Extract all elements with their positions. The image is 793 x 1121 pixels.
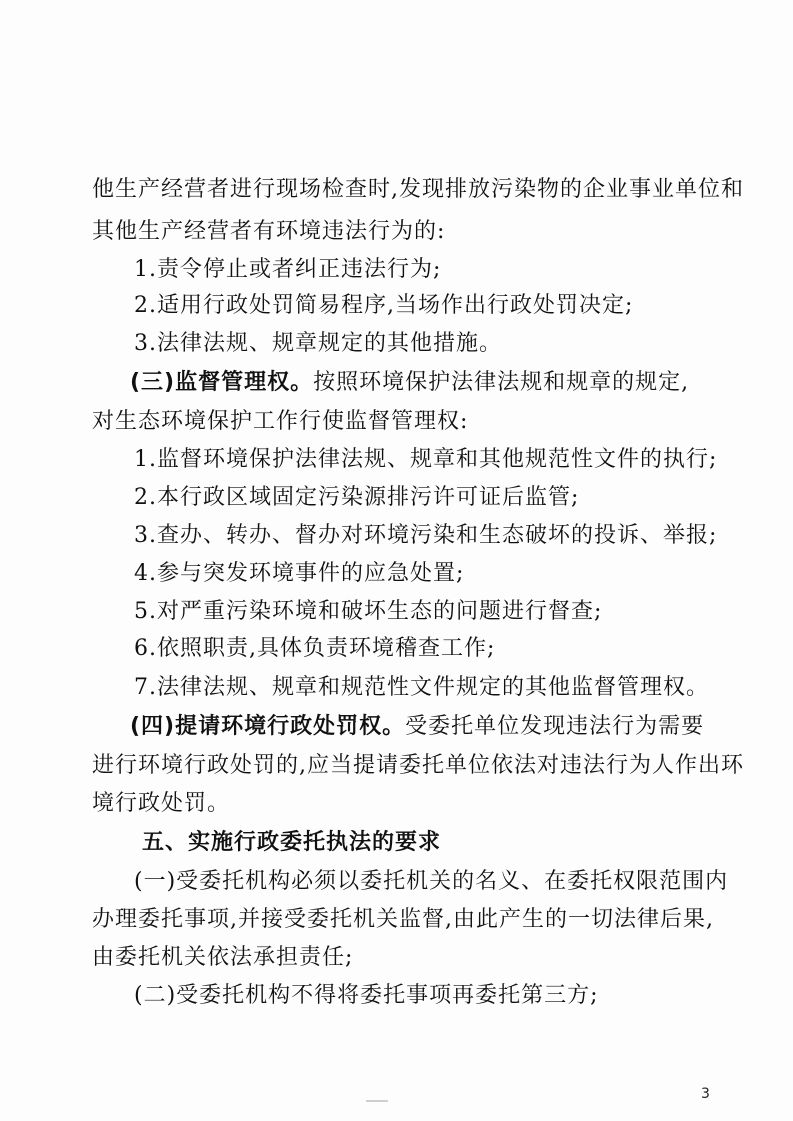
list-item: 2.本行政区域固定污染源排污许可证后监管; xyxy=(134,485,580,510)
text-line: 由委托机关依法承担责任; xyxy=(92,945,354,970)
text-line: 其他生产经营者有环境违法行为的: xyxy=(92,219,446,244)
paragraph-3-text: 按照环境保护法律法规和规章的规定, xyxy=(313,370,690,395)
page-number: 3 xyxy=(701,1086,710,1102)
scan-mark xyxy=(366,1100,388,1102)
text-line: (二)受委托机构不得将委托事项再委托第三方; xyxy=(134,983,599,1008)
list-item: 6.依照职责,具体负责环境稽查工作; xyxy=(134,636,496,661)
text-line: 对生态环境保护工作行使监督管理权: xyxy=(92,409,469,434)
paragraph-3-first-line xyxy=(130,369,689,397)
list-item: 3.查办、转办、督办对环境污染和生态破坏的投诉、举报; xyxy=(134,523,718,548)
section-heading: 五、实施行政委托执法的要求 xyxy=(142,830,442,855)
text-line: 他生产经营者进行现场检查时,发现排放污染物的企业事业单位和 xyxy=(92,177,744,202)
list-item: 5.对严重污染环境和破坏生态的问题进行督查; xyxy=(134,599,603,624)
paragraph-4-text: 受委托单位发现违法行为需要 xyxy=(405,714,705,739)
list-item: 1.责令停止或者纠正违法行为; xyxy=(134,257,442,282)
paragraph-3-heading: (三)监督管理权。 xyxy=(130,370,314,395)
paragraph-4-first-line xyxy=(130,713,704,741)
text-line: 境行政处罚。 xyxy=(92,791,231,816)
list-item: 2.适用行政处罚简易程序,当场作出行政处罚决定; xyxy=(134,293,634,318)
text-line: (一)受委托机构必须以委托机关的名义、在委托权限范围内 xyxy=(134,869,729,894)
list-item: 1.监督环境保护法律法规、规章和其他规范性文件的执行; xyxy=(134,447,718,472)
paragraph-4-heading: (四)提请环境行政处罚权。 xyxy=(130,714,406,739)
list-item: 3.法律法规、规章规定的其他措施。 xyxy=(134,331,502,356)
text-line: 进行环境行政处罚的,应当提请委托单位依法对违法行为人作出环 xyxy=(92,753,744,778)
list-item: 4.参与突发环境事件的应急处置; xyxy=(134,561,465,586)
list-item: 7.法律法规、规章和规范性文件规定的其他监督管理权。 xyxy=(134,675,709,700)
text-line: 办理委托事项,并接受委托机关监督,由此产生的一切法律后果, xyxy=(92,907,714,932)
